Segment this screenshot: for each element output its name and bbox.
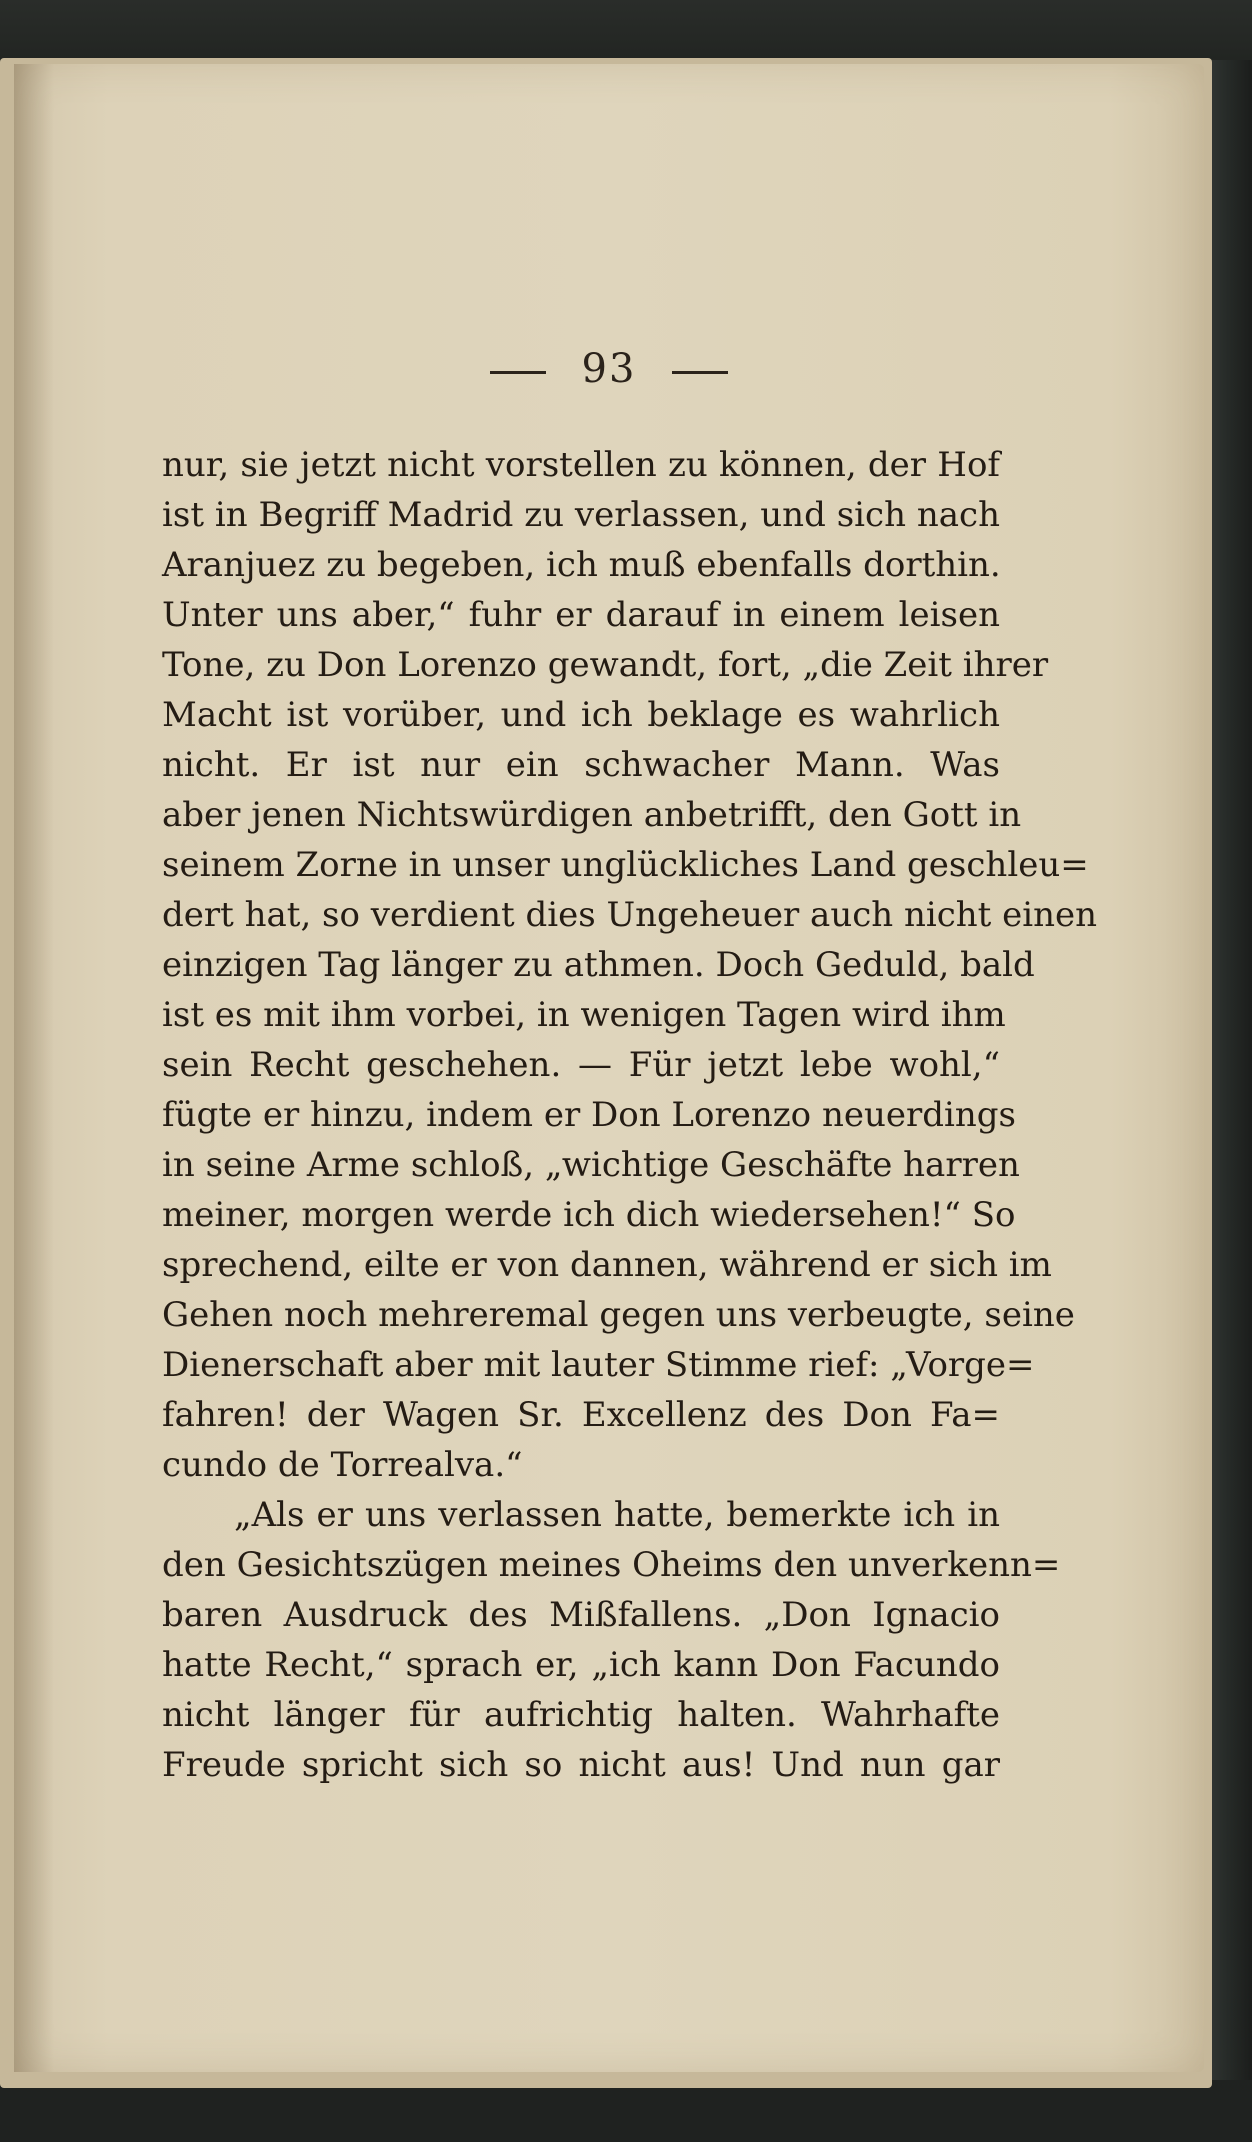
text-line: sein Recht geschehen. — Für jetzt lebe wohl,“ <box>162 1045 1000 1085</box>
text-line: fahren! der Wagen Sr. Excellenz des Don Fa= <box>162 1395 1000 1435</box>
text-line: nicht länger für aufrichtig halten. Wahrhafte <box>162 1695 1000 1735</box>
text-line: Aranjuez zu begeben, ich muß ebenfalls dorthin. <box>162 545 1001 585</box>
text-line: Unter uns aber,“ fuhr er darauf in einem leisen <box>162 595 1000 635</box>
text-line: Freude spricht sich so nicht aus! Und nun gar <box>162 1745 1000 1785</box>
text-line: ist es mit ihm vorbei, in wenigen Tagen wird ihm <box>162 995 1006 1035</box>
text-line: nur, sie jetzt nicht vorstellen zu können, der Hof <box>162 445 1000 485</box>
page-number-header <box>14 346 1204 392</box>
text-line: sprechend, eilte er von dannen, während er sich im <box>162 1245 1052 1285</box>
text-line: aber jenen Nichtswürdigen anbetrifft, den Gott in <box>162 795 1022 835</box>
text-line: fügte er hinzu, indem er Don Lorenzo neuerdings <box>162 1095 1016 1135</box>
text-line: Macht ist vorüber, und ich beklage es wahrlich <box>162 695 1000 735</box>
text-line: in seine Arme schloß, „wichtige Geschäfte harren <box>162 1145 1020 1185</box>
text-line: nicht. Er ist nur ein schwacher Mann. Was <box>162 745 1000 785</box>
book-page <box>14 64 1204 2072</box>
text-line: meiner, morgen werde ich dich wiedersehen!“ So <box>162 1195 1016 1235</box>
text-line: baren Ausdruck des Mißfallens. „Don Ignacio <box>162 1595 1000 1635</box>
text-line: Tone, zu Don Lorenzo gewandt, fort, „die Zeit ihrer <box>162 645 1049 685</box>
text-line: Gehen noch mehreremal gegen uns verbeugte, seine <box>162 1295 1075 1335</box>
text-line: hatte Recht,“ sprach er, „ich kann Don Facundo <box>162 1645 1000 1685</box>
right-dash <box>672 371 728 374</box>
paragraph-start-line: „Als er uns verlassen hatte, bemerkte ich in <box>234 1495 1000 1535</box>
text-line: den Gesichtszügen meines Oheims den unverkenn= <box>162 1545 1061 1585</box>
text-line: dert hat, so verdient dies Ungeheuer auch nicht einen <box>162 895 1098 935</box>
body-text <box>162 440 1098 1790</box>
text-line: seinem Zorne in unser unglückliches Land geschleu= <box>162 845 1089 885</box>
text-line: Dienerschaft aber mit lauter Stimme rief: „Vorge= <box>162 1345 1035 1385</box>
text-line: ist in Begriff Madrid zu verlassen, und sich nach <box>162 495 1000 535</box>
paragraph-end-line: cundo de Torrealva.“ <box>162 1445 523 1485</box>
left-dash <box>490 371 546 374</box>
text-line: einzigen Tag länger zu athmen. Doch Geduld, bald <box>162 945 1035 985</box>
page-number: 93 <box>581 346 637 392</box>
